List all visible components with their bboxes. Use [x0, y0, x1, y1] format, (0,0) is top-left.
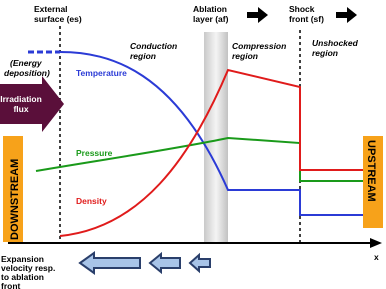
svg-text:region: region: [312, 48, 338, 58]
unshocked-region-label: [312, 38, 359, 58]
svg-text:Conduction: Conduction: [130, 41, 178, 51]
svg-text:velocity resp.: velocity resp.: [1, 263, 56, 273]
black-right-arrow-icon: [336, 7, 357, 23]
svg-text:region: region: [232, 51, 258, 61]
pressure-label: Pressure: [76, 148, 113, 158]
svg-text:Shock: Shock: [289, 4, 315, 14]
svg-text:layer (af): layer (af): [193, 14, 229, 24]
svg-text:front (sf): front (sf): [289, 14, 324, 24]
svg-text:front: front: [1, 281, 21, 289]
expansion-arrow-medium: [150, 254, 180, 272]
expansion-velocity-label: [1, 254, 55, 289]
svg-text:flux: flux: [13, 104, 29, 114]
svg-text:Compression: Compression: [232, 41, 287, 51]
svg-text:region: region: [130, 51, 156, 61]
conduction-region-label: [130, 41, 177, 61]
expansion-arrow-small: [190, 255, 210, 271]
irradiation-flux-arrow: [0, 76, 64, 132]
temperature-label: Temperature: [76, 68, 127, 78]
external-surface-label: [34, 4, 82, 24]
svg-text:External: External: [34, 4, 68, 14]
energy-deposition-label: [4, 58, 50, 78]
svg-text:surface (es): surface (es): [34, 14, 82, 24]
x-axis-arrowhead: [370, 238, 382, 248]
ablation-layer-band: [204, 32, 228, 242]
shock-front-label: [289, 4, 324, 24]
svg-text:Ablation: Ablation: [193, 4, 227, 14]
svg-text:(Energy: (Energy: [10, 58, 42, 68]
density-label: Density: [76, 196, 107, 206]
upstream-label: UPSTREAM: [365, 140, 377, 202]
expansion-arrow-large: [80, 253, 140, 273]
x-axis-label: x: [374, 252, 379, 262]
svg-text:Unshocked: Unshocked: [312, 38, 358, 48]
svg-text:Expansion: Expansion: [1, 254, 44, 264]
black-right-arrow-icon: [247, 7, 268, 23]
downstream-label: DOWNSTREAM: [9, 158, 21, 240]
ablation-layer-label: [193, 4, 229, 24]
compression-region-label: [232, 41, 286, 61]
svg-text:to ablation: to ablation: [1, 272, 44, 282]
svg-text:deposition): deposition): [4, 68, 50, 78]
svg-text:Irradiation: Irradiation: [0, 94, 42, 104]
